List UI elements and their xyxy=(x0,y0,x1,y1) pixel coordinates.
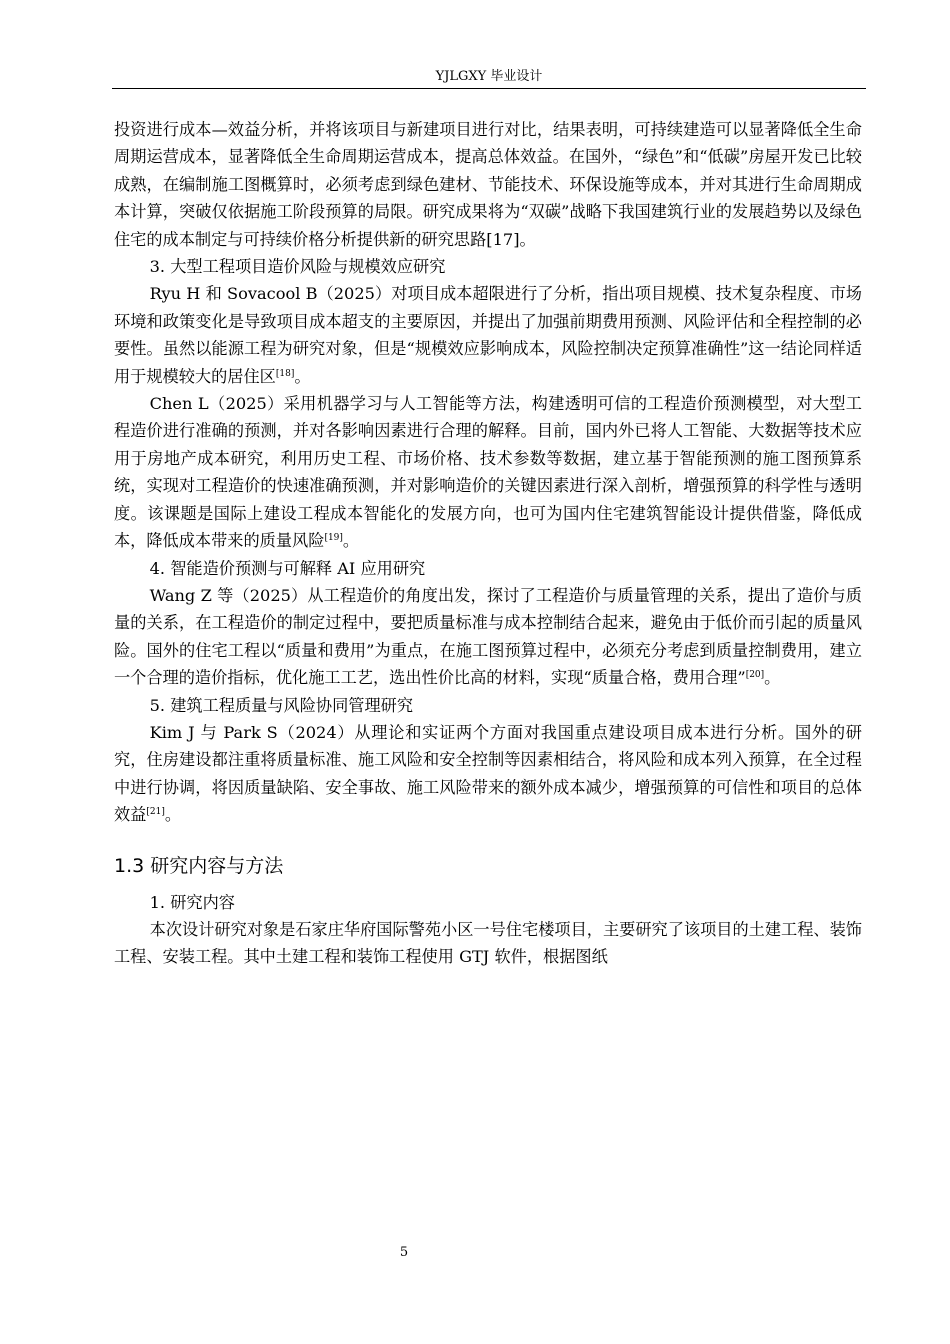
document-body xyxy=(114,116,862,971)
paragraph-kim-park xyxy=(114,719,862,829)
subsection-heading-4: 4. 智能造价预测与可解释 AI 应用研究 xyxy=(149,558,426,578)
citation-20: [20] xyxy=(745,670,765,681)
paragraph-end: 。 xyxy=(764,668,781,688)
page-header: YJLGXY 毕业设计 xyxy=(435,69,543,84)
header-rule xyxy=(112,88,866,89)
paragraph-text: Wang Z 等（2025）从工程造价的角度出发，探讨了工程造价与质量管理的关系，提出了造价与质量的关系，在工程造价的制定过程中，要把质量标准与成本控制结合起来，避免由于低价而引起的质量风险。国外的住宅工程以“质量和费用”为重点，在施工图预算过程中，必须充分考虑到质量控制费用，建立一个合理的造价指标，优化施工工艺，选出性价比高的材料，实现“质量合格，费用合理” xyxy=(114,585,862,688)
citation-19: [19] xyxy=(324,533,343,544)
paragraph-text: Ryu H 和 Sovacool B（2025）对项目成本超限进行了分析，指出项目规模、技术复杂程度、市场环境和政策变化是导致项目成本超支的主要原因，并提出了加强前期费用预测、风险评估和全程控制的必要性。虽然以能源工程为研究对象，但是“规模效应影响成本，风险控制决定预算准确性”这一结论同样适用于规模较大的居住区 xyxy=(114,284,862,386)
paragraph-research-object: 本次设计研究对象是石家庄华府国际警苑小区一号住宅楼项目，主要研究了该项目的土建工程、装饰工程、安装工程。其中土建工程和装饰工程使用 GTJ 软件，根据图纸 xyxy=(114,919,862,967)
subsection-heading-3: 3. 大型工程项目造价风险与规模效应研究 xyxy=(149,257,446,277)
paragraph-end: 。 xyxy=(342,531,360,551)
paragraph-wang-z xyxy=(114,582,862,692)
subsection-heading-1: 1. 研究内容 xyxy=(149,892,235,912)
subsection-heading-5: 5. 建筑工程质量与风险协同管理研究 xyxy=(149,695,414,715)
paragraph-end: 。 xyxy=(164,805,182,825)
page-number: 5 xyxy=(399,1245,409,1260)
paragraph-end: 。 xyxy=(294,366,311,386)
paragraph-chen-l xyxy=(114,390,862,554)
citation-21: [21] xyxy=(146,807,165,818)
paragraph-green-building-costs: 投资进行成本—效益分析，并将该项目与新建项目进行对比，结果表明，可持续建造可以显著降低全生命周期运营成本，显著降低全生命周期运营成本，提高总体效益。在国外，“绿色”和“低碳”房屋开发已比较成熟，在编制施工图概算时，必须考虑到绿色建材、节能技术、环保设施等成本，并对其进行生命周期成本计算，突破仅依据施工阶段预算的局限。研究成果将为“双碳”战略下我国建筑行业的发展趋势以及绿色住宅的成本制定与可持续价格分析提供新的研究思路[17]。 xyxy=(114,120,862,249)
paragraph-ryu-sovacool xyxy=(114,280,862,390)
paragraph-text: Chen L（2025）采用机器学习与人工智能等方法，构建透明可信的工程造价预测模型，对大型工程造价进行准确的预测，并对各影响因素进行合理的解释。目前，国内外已将人工智能、大数据等技术应用于房地产成本研究，利用历史工程、市场价格、技术参数等数据，建立基于智能预测的施工图预算系统，实现对工程造价的快速准确预测，并对影响造价的关键因素进行深入剖析，增强预算的科学性与透明度。该课题是国际上建设工程成本智能化的发展方向，也可为国内住宅建筑智能设计提供借鉴，降低成本，降低成本带来的质量风险 xyxy=(114,394,862,551)
citation-18: [18] xyxy=(275,368,295,379)
paragraph-text: Kim J 与 Park S（2024）从理论和实证两个方面对我国重点建设项目成本进行分析。国外的研究，住房建设都注重将质量标准、施工风险和安全控制等因素相结合，将风险和成本列入预算，在全过程中进行协调，将因质量缺陷、安全事故、施工风险带来的额外成本减少，增强预算的可信性和项目的总体效益 xyxy=(114,722,862,825)
section-heading-1-3: 1.3 研究内容与方法 xyxy=(114,854,284,877)
